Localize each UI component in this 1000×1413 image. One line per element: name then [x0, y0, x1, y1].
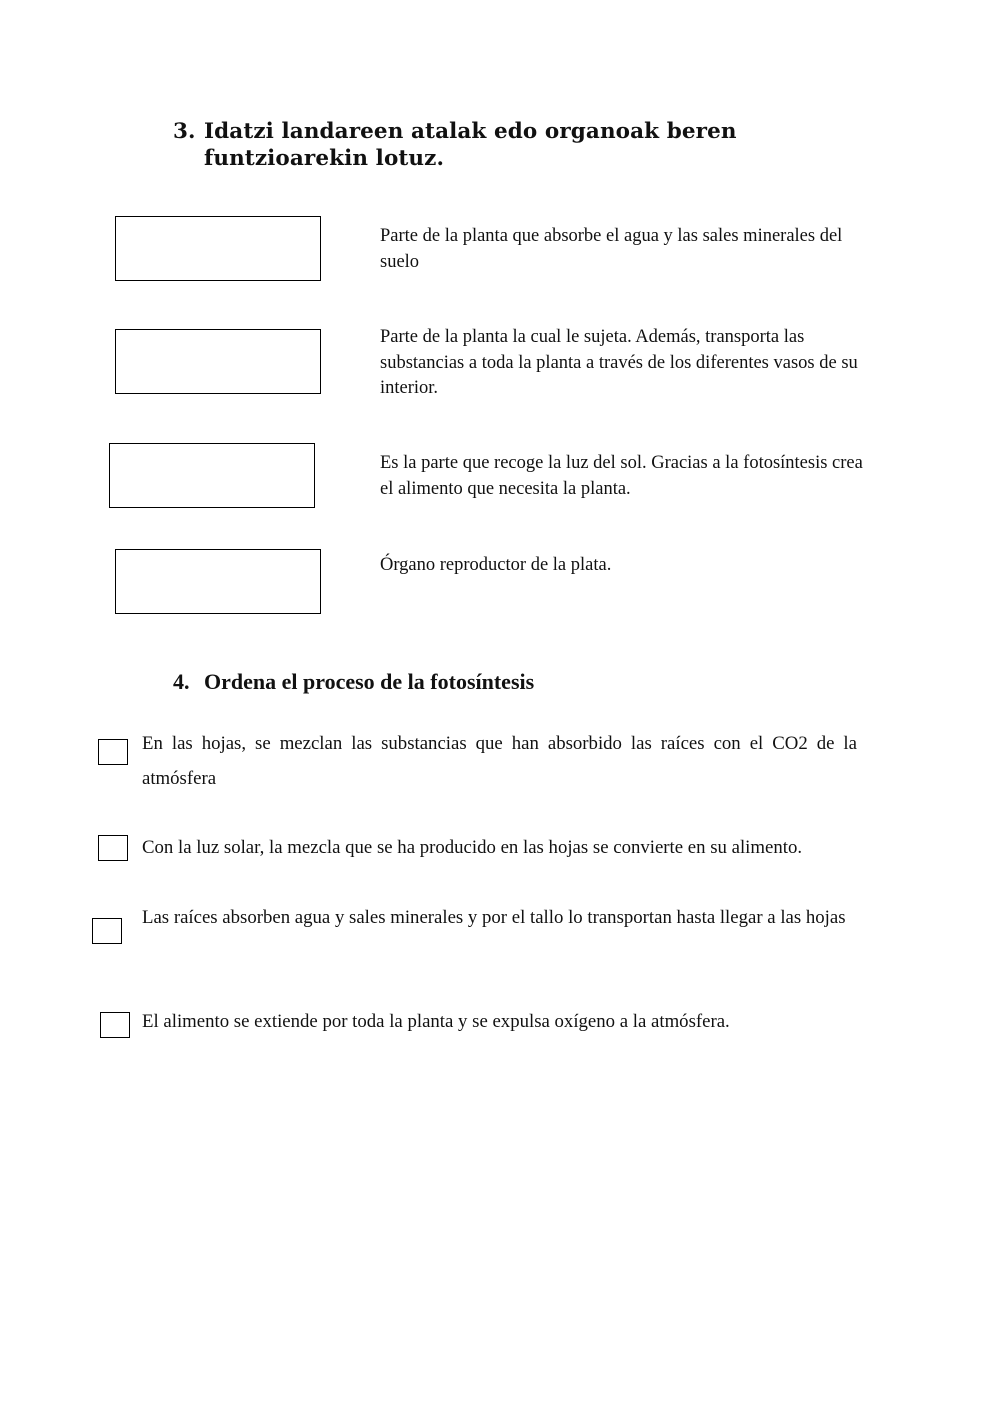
organ-answer-box-4[interactable]: [115, 549, 321, 614]
organ-definition-1: Parte de la planta que absorbe el agua y las sales minerales del suelo: [380, 226, 843, 272]
organ-answer-box-3[interactable]: [109, 443, 315, 508]
section-4-number: 4.: [173, 669, 190, 694]
step-text-1: En las hojas, se mezclan las substancias que han absorbido las raíces con el CO2 de la atmósfera: [142, 733, 857, 789]
section-4-title: Ordena el proceso de la fotosíntesis: [204, 669, 535, 694]
step-order-box-1[interactable]: [98, 739, 128, 765]
step-text-2: Con la luz solar, la mezcla que se ha producido en las hojas se convierte en su alimento.: [142, 837, 803, 858]
organ-answer-box-1[interactable]: [115, 216, 321, 281]
organ-definition-2: Parte de la planta la cual le sujeta. Además, transporta las substancias a toda la planta a través de los diferentes vasos de su interior.: [380, 327, 858, 398]
section-3-title: Idatzi landareen atalak edo organoak beren funtzioarekin lotuz.: [204, 119, 737, 171]
section-3-number: 3.: [173, 119, 196, 144]
step-order-box-2[interactable]: [98, 835, 128, 861]
organ-definition-4: Órgano reproductor de la plata.: [380, 555, 612, 575]
section-4-heading: [173, 668, 873, 696]
step-text-3: Las raíces absorben agua y sales minerales y por el tallo lo transportan hasta llegar a las hojas: [142, 907, 846, 928]
organ-definition-3: Es la parte que recoge la luz del sol. Gracias a la fotosíntesis crea el alimento que necesita la planta.: [380, 453, 863, 499]
step-order-box-4[interactable]: [100, 1012, 130, 1038]
step-text-4: El alimento se extiende por toda la planta y se expulsa oxígeno a la atmósfera.: [142, 1011, 730, 1032]
organ-answer-box-2[interactable]: [115, 329, 321, 394]
step-order-box-3[interactable]: [92, 918, 122, 944]
section-3-heading: [173, 118, 893, 172]
